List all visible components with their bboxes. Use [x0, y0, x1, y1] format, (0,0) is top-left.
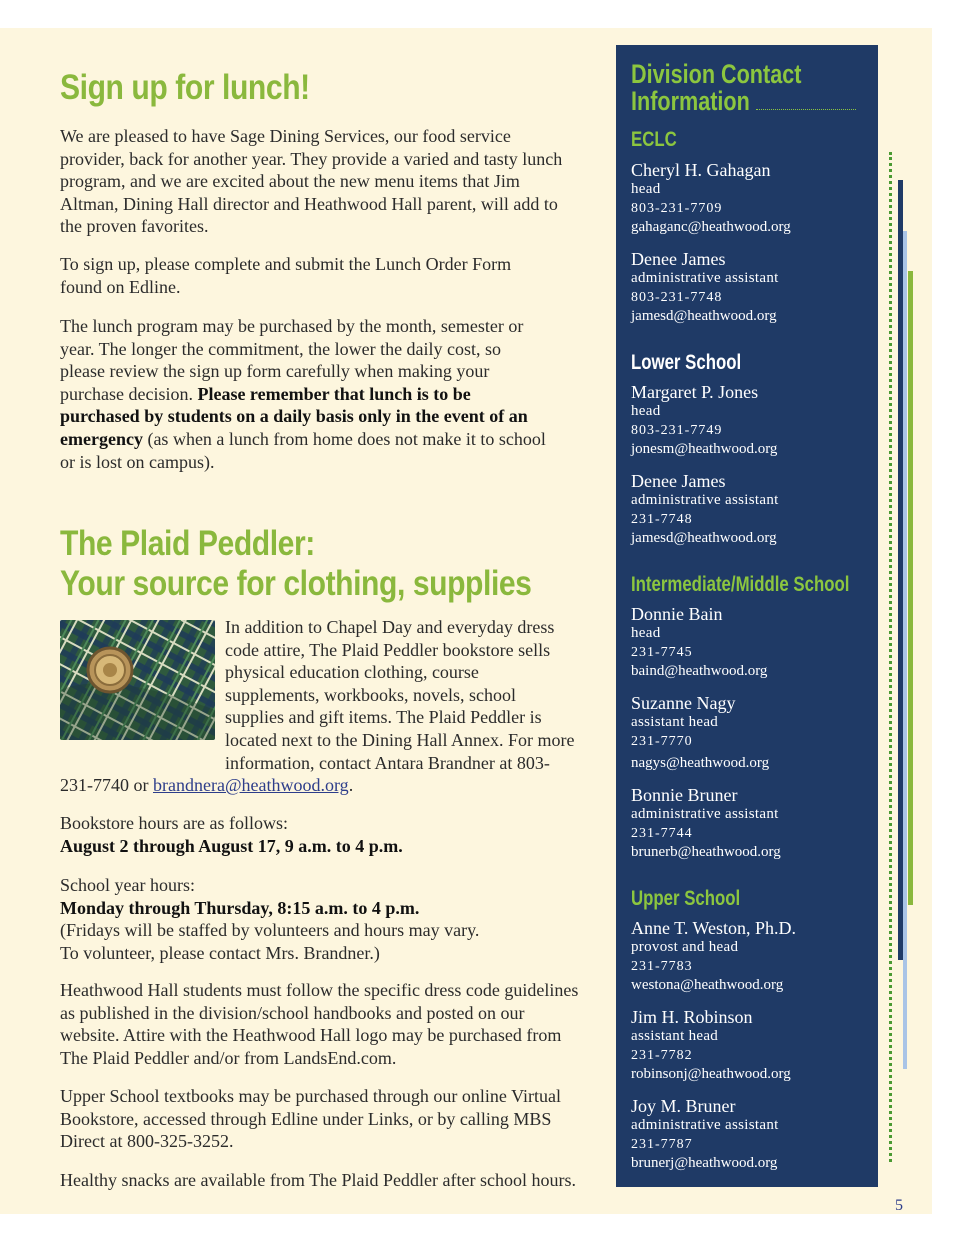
contact-name: Cheryl H. Gahagan: [631, 160, 771, 180]
lunch-heading: Sign up for lunch!: [60, 68, 310, 107]
contact-phone: 803-231-7749: [631, 423, 723, 438]
contact-card: [631, 471, 871, 548]
contact-email[interactable]: robinsonj@heathwood.org: [631, 1066, 791, 1082]
peddler-intro-text: In addition to Chapel Day and everyday dress code attire, The Plaid Peddler bookstore sells physical education clothing, course supplements, workbooks, novels, school supplies and gift items. The Plaid Peddler is located next to the Dining Hall Annex. For more information, contact Antara Brandner at 803-231-7740 or: [60, 617, 575, 796]
lunch-p3-text: The lunch program may be purchased by the month, semester or year. The longer the commitment, the lower the daily cost, so please review the sign up form carefully when making your purchase decision.: [60, 316, 524, 404]
contact-phone: 231-7782: [631, 1048, 693, 1063]
contact-card: [631, 160, 871, 237]
bookstore-hours: [60, 812, 575, 857]
contact-phone: 231-7748: [631, 512, 693, 527]
contact-card: [631, 1096, 871, 1173]
dress-code-paragraph: Heathwood Hall students must follow the specific dress code guidelines as published in the division/school handbooks and posted on our website. Attire with the Heathwood Hall logo may be purchased from The Plaid Peddler and/or from LandsEnd.com.: [60, 980, 579, 1068]
contact-role: head: [631, 403, 661, 419]
school-hours-label: School year hours:: [60, 875, 195, 895]
volunteer-note: (Fridays will be staffed by volunteers and hours may vary. To volunteer, please contact Mrs. Brandner.): [60, 920, 480, 963]
contact-phone: 803-231-7748: [631, 290, 723, 305]
decorative-green-bar: [908, 271, 913, 905]
contact-phone: 231-7744: [631, 826, 693, 841]
contact-email[interactable]: jamesd@heathwood.org: [631, 308, 777, 324]
peddler-intro: [60, 616, 575, 797]
contact-card: [631, 382, 871, 459]
school-year-hours: [60, 874, 575, 964]
division-contact-sidebar: [616, 45, 878, 1187]
snacks-paragraph: Healthy snacks are available from The Plaid Peddler after school hours.: [60, 1170, 576, 1190]
sidebar-title-line2: Information: [631, 86, 750, 116]
photo-spacer: [60, 616, 225, 752]
contact-role: administrative assistant: [631, 492, 779, 508]
contact-name: Donnie Bain: [631, 604, 723, 624]
contact-email[interactable]: brunerb@heathwood.org: [631, 844, 781, 860]
contact-phone: 231-7745: [631, 645, 693, 660]
contact-email[interactable]: baind@heathwood.org: [631, 663, 768, 679]
bookstore-email-link[interactable]: brandnera@heathwood.org: [153, 775, 349, 796]
section-upper-school: Upper School: [631, 887, 741, 910]
hours-dates: August 2 through August 17, 9 a.m. to 4 p.m.: [60, 835, 403, 856]
lunch-p3-end: (as when a lunch from home does not make it to school or is lost on campus).: [60, 428, 546, 472]
contact-email[interactable]: nagys@heathwood.org: [631, 755, 770, 771]
contact-role: head: [631, 181, 661, 197]
contact-phone: 803-231-7709: [631, 201, 723, 216]
section-intermediate-middle: Intermediate/Middle School: [631, 573, 850, 596]
contact-role: administrative assistant: [631, 1117, 779, 1133]
contact-email[interactable]: westona@heathwood.org: [631, 977, 784, 993]
contact-name: Suzanne Nagy: [631, 693, 736, 713]
contact-name: Margaret P. Jones: [631, 382, 759, 402]
contact-role: head: [631, 625, 661, 641]
hours-label: Bookstore hours are as follows:: [60, 813, 288, 833]
contact-role: assistant head: [631, 1028, 719, 1044]
lunch-emphasis: Please remember that lunch is to be purchased by students on a daily basis only in the event of an emergency: [60, 383, 528, 449]
contact-card: [631, 785, 871, 862]
contact-phone: 231-7787: [631, 1137, 693, 1152]
title-dotted-rule: [756, 109, 856, 110]
contact-email[interactable]: jamesd@heathwood.org: [631, 530, 777, 546]
peddler-heading-line1: The Plaid Peddler:: [60, 524, 315, 563]
school-hours-times: Monday through Thursday, 8:15 a.m. to 4 p.m.: [60, 897, 420, 918]
contact-name: Bonnie Bruner: [631, 785, 738, 805]
page: [0, 28, 932, 1214]
contact-card: [631, 693, 871, 773]
contact-card: [631, 604, 871, 681]
section-lower-school: Lower School: [631, 351, 742, 374]
textbooks-paragraph: Upper School textbooks may be purchased through our online Virtual Bookstore, accessed through Edline under Links, or by calling MBS Direct at 800-325-3252.: [60, 1086, 561, 1152]
contact-name: Joy M. Bruner: [631, 1096, 736, 1116]
peddler-intro-end: .: [348, 775, 354, 796]
contact-name: Jim H. Robinson: [631, 1007, 753, 1027]
sidebar-title-line1: Division Contact: [631, 59, 802, 89]
contact-name: Anne T. Weston, Ph.D.: [631, 918, 797, 938]
contact-role: assistant head: [631, 714, 719, 730]
contact-name: Denee James: [631, 249, 726, 269]
contact-email[interactable]: brunerj@heathwood.org: [631, 1155, 778, 1171]
contact-phone: 231-7770: [631, 734, 693, 749]
contact-card: [631, 918, 871, 995]
section-eclc: ECLC: [631, 128, 677, 151]
contact-role: administrative assistant: [631, 270, 779, 286]
contact-card: [631, 249, 871, 326]
contact-card: [631, 1007, 871, 1084]
peddler-heading-line2: Your source for clothing, supplies: [60, 564, 532, 603]
contact-name: Denee James: [631, 471, 726, 491]
lunch-paragraph-2: To sign up, please complete and submit the Lunch Order Form found on Edline.: [60, 254, 512, 297]
contact-phone: 231-7783: [631, 959, 693, 974]
decorative-lightblue-bar: [903, 231, 907, 1069]
contact-email[interactable]: gahaganc@heathwood.org: [631, 219, 791, 235]
decorative-dotted-line: [889, 152, 892, 1162]
contact-role: provost and head: [631, 939, 739, 955]
contact-email[interactable]: jonesm@heathwood.org: [631, 441, 778, 457]
lunch-paragraph-3: [60, 315, 550, 473]
lunch-paragraph-1: We are pleased to have Sage Dining Services, our food service provider, back for another year. They provide a varied and tasty lunch program, and we are excited about the new menu items that Jim Altman, Dining Hall director and Heathwood Hall parent, will add to the proven favorites.: [60, 126, 563, 237]
page-number: 5: [895, 1197, 903, 1214]
contact-role: administrative assistant: [631, 806, 779, 822]
